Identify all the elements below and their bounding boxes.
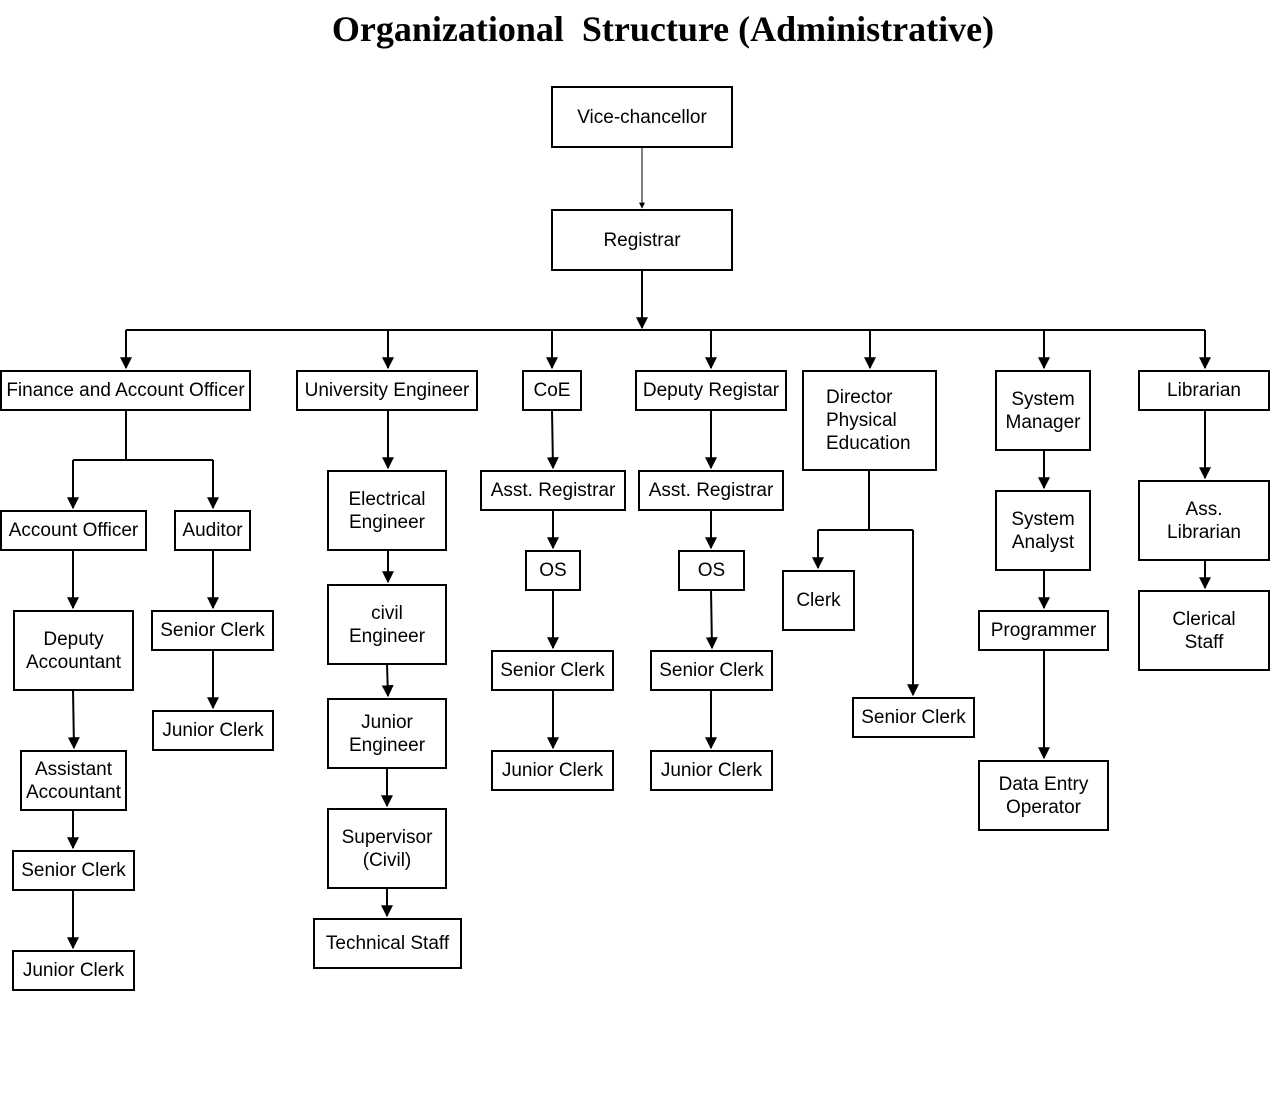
node-account-officer: Account Officer [0,510,147,551]
node-programmer: Programmer [978,610,1109,651]
node-assistant-accountant: Assistant Accountant [20,750,127,811]
node-finance-senior-clerk: Senior Clerk [12,850,135,891]
node-coe: CoE [522,370,582,411]
node-system-analyst: System Analyst [995,490,1091,571]
node-finance-junior-clerk: Junior Clerk [12,950,135,991]
node-dr-asst-registrar: Asst. Registrar [638,470,784,511]
node-finance-account-officer: Finance and Account Officer [0,370,251,411]
node-vice-chancellor: Vice-chancellor [551,86,733,148]
node-auditor-junior-clerk: Junior Clerk [152,710,274,751]
node-technical-staff: Technical Staff [313,918,462,969]
node-clerical-staff: Clerical Staff [1138,590,1270,671]
node-coe-junior-clerk: Junior Clerk [491,750,614,791]
node-junior-engineer: Junior Engineer [327,698,447,769]
node-supervisor-civil: Supervisor (Civil) [327,808,447,889]
node-dr-junior-clerk: Junior Clerk [650,750,773,791]
node-deputy-accountant: Deputy Accountant [13,610,134,691]
node-registrar: Registrar [551,209,733,271]
node-director-physical-education: Director Physical Education [802,370,937,471]
page-title: Organizational Structure (Administrative) [331,9,995,49]
node-data-entry-operator: Data Entry Operator [978,760,1109,831]
node-librarian: Librarian [1138,370,1270,411]
node-dr-senior-clerk: Senior Clerk [650,650,773,691]
node-dpe-senior-clerk: Senior Clerk [852,697,975,738]
node-coe-asst-registrar: Asst. Registrar [480,470,626,511]
node-coe-os: OS [525,550,581,591]
node-electrical-engineer: Electrical Engineer [327,470,447,551]
node-dpe-clerk: Clerk [782,570,855,631]
node-dr-os: OS [678,550,745,591]
node-assistant-librarian: Ass. Librarian [1138,480,1270,561]
node-auditor: Auditor [174,510,251,551]
node-civil-engineer: civil Engineer [327,584,447,665]
node-deputy-registrar: Deputy Registar [635,370,787,411]
node-auditor-senior-clerk: Senior Clerk [151,610,274,651]
node-system-manager: System Manager [995,370,1091,451]
node-coe-senior-clerk: Senior Clerk [491,650,614,691]
node-university-engineer: University Engineer [296,370,478,411]
